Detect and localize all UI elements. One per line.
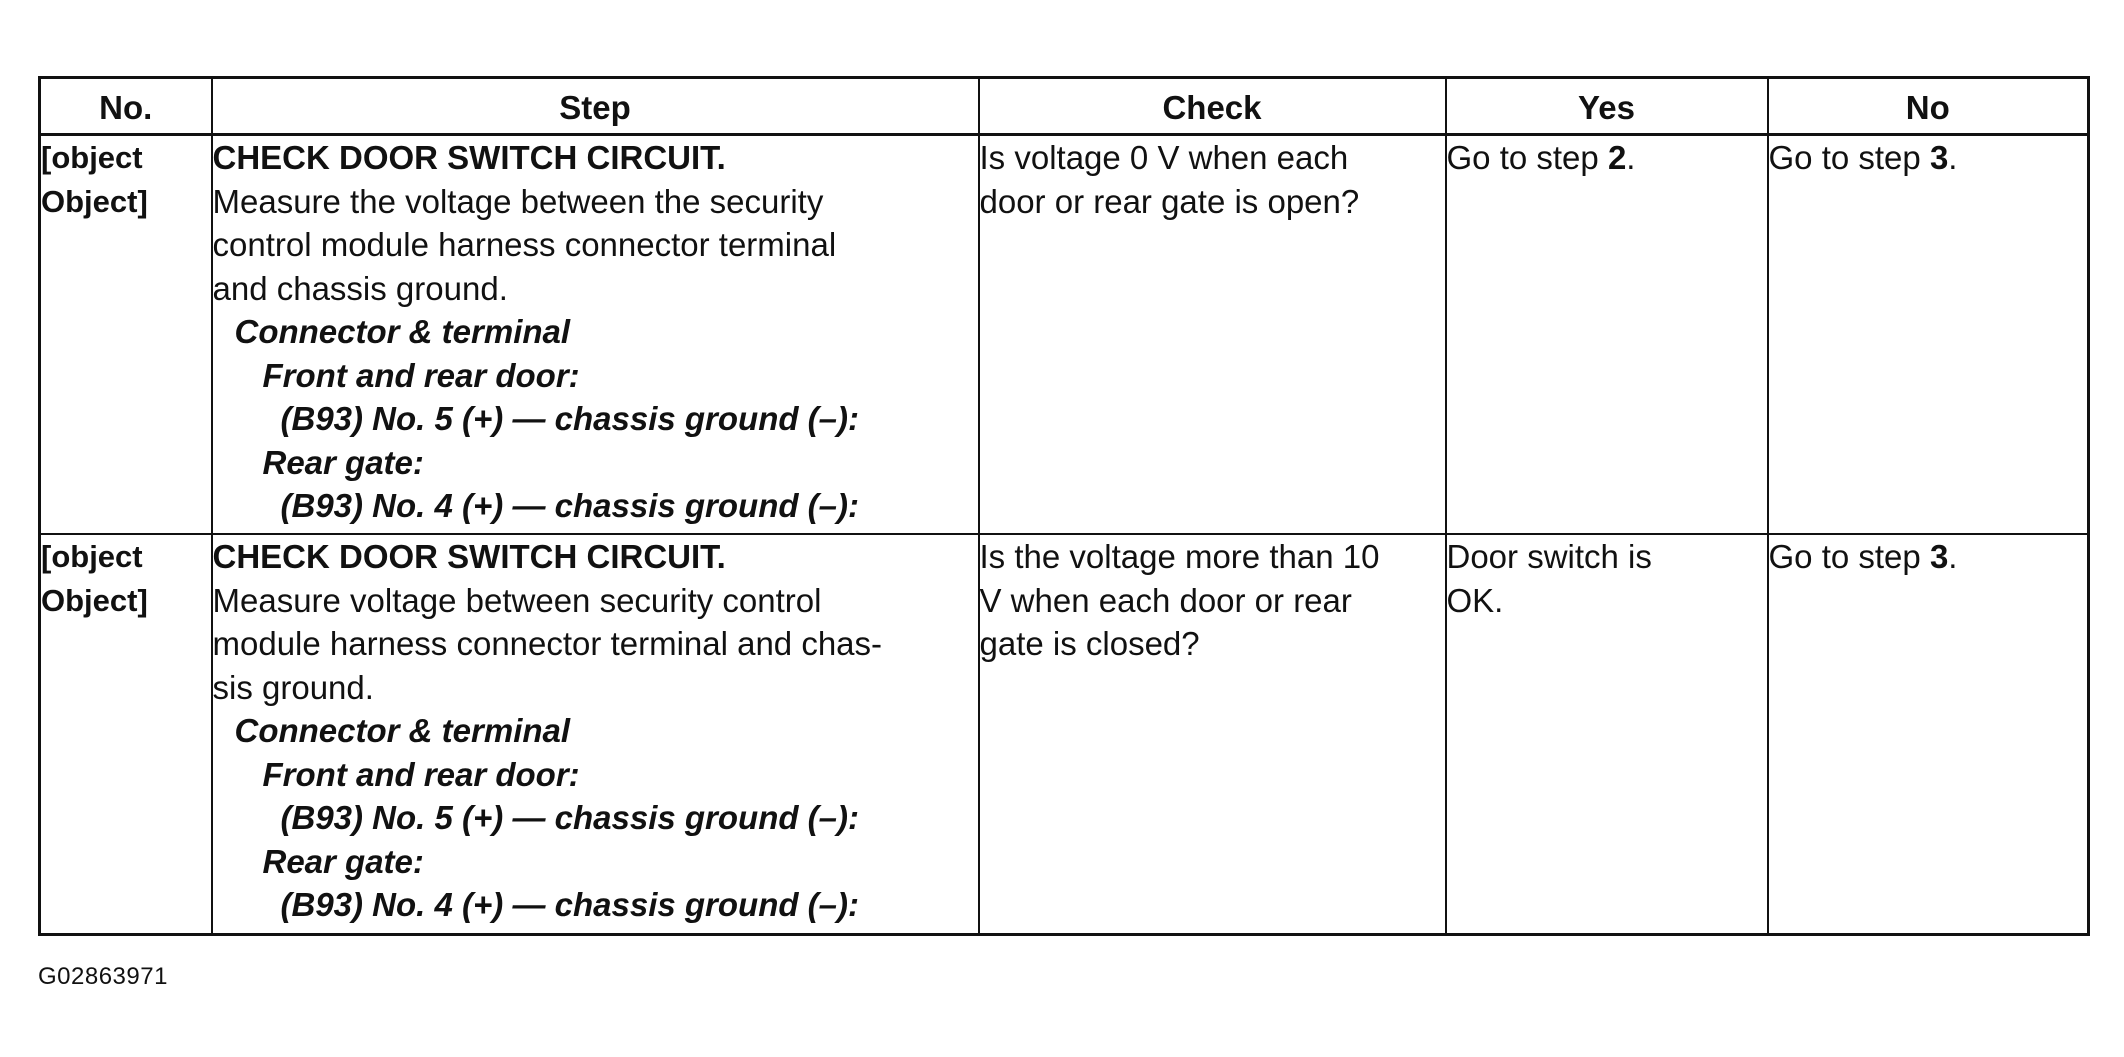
- check-cell: [979, 534, 1446, 935]
- header-step: Step: [212, 78, 979, 135]
- step-text-line: control module harness connector terminal: [212, 226, 837, 263]
- figure-id: G02863971: [38, 963, 168, 990]
- yes-text-line: Door switch is: [1446, 538, 1652, 575]
- spec-value: (B93) No. 4 (+) — chassis ground (–):: [280, 886, 859, 923]
- table-row: [40, 534, 2089, 935]
- step-title: CHECK DOOR SWITCH CIRCUIT.: [212, 538, 726, 575]
- yes-suffix: .: [1626, 139, 1636, 176]
- header-yes: Yes: [1446, 78, 1768, 135]
- check-text-line: gate is closed?: [979, 625, 1200, 662]
- check-cell: [979, 135, 1446, 535]
- spec-label: Rear gate:: [262, 842, 424, 880]
- yes-cell: [1446, 534, 1768, 935]
- spec-label: Front and rear door:: [262, 755, 580, 793]
- step-cell: [212, 534, 979, 935]
- spec-value: (B93) No. 4 (+) — chassis ground (–):: [280, 487, 859, 524]
- step-text-line: Measure the voltage between the security: [212, 182, 824, 220]
- yes-cell: [1446, 135, 1768, 535]
- check-text-line: Is the voltage more than 10: [979, 538, 1380, 575]
- no-cell: [1768, 534, 2089, 935]
- header-no-column: No: [1768, 78, 2089, 135]
- step-text-line: Measure voltage between security control: [212, 581, 822, 619]
- no-step-ref: 3: [1929, 139, 1949, 176]
- no-text: Go to step: [1768, 139, 1930, 176]
- table-row: [40, 135, 2089, 535]
- no-cell: [1768, 135, 2089, 535]
- spec-label: Rear gate:: [262, 443, 424, 481]
- check-text-line: Is voltage 0 V when each: [979, 139, 1349, 176]
- step-title: CHECK DOOR SWITCH CIRCUIT.: [212, 139, 726, 176]
- step-cell: [212, 135, 979, 535]
- no-suffix: .: [1948, 538, 1958, 575]
- header-check: Check: [979, 78, 1446, 135]
- spec-label: Front and rear door:: [262, 356, 580, 394]
- no-text: Go to step: [1768, 538, 1930, 575]
- step-number: [object Object]: [40, 135, 212, 535]
- yes-text: Go to step: [1446, 139, 1608, 176]
- diagnostic-table: [38, 76, 2090, 936]
- spec-heading: Connector & terminal: [234, 712, 571, 749]
- yes-text-line: OK.: [1446, 581, 1504, 619]
- check-text-line: door or rear gate is open?: [979, 182, 1360, 220]
- no-step-ref: 3: [1929, 538, 1949, 575]
- yes-step-ref: 2: [1607, 139, 1627, 176]
- header-no: No.: [40, 78, 212, 135]
- no-suffix: .: [1948, 139, 1958, 176]
- step-text-line: sis ground.: [212, 668, 374, 706]
- step-text-line: and chassis ground.: [212, 269, 508, 307]
- step-number: [object Object]: [40, 534, 212, 935]
- table-header-row: [40, 78, 2089, 135]
- spec-value: (B93) No. 5 (+) — chassis ground (–):: [280, 799, 859, 836]
- check-text-line: V when each door or rear: [979, 581, 1352, 619]
- step-text-line: module harness connector terminal and chas-: [212, 625, 883, 662]
- spec-value: (B93) No. 5 (+) — chassis ground (–):: [280, 400, 859, 437]
- spec-heading: Connector & terminal: [234, 313, 571, 350]
